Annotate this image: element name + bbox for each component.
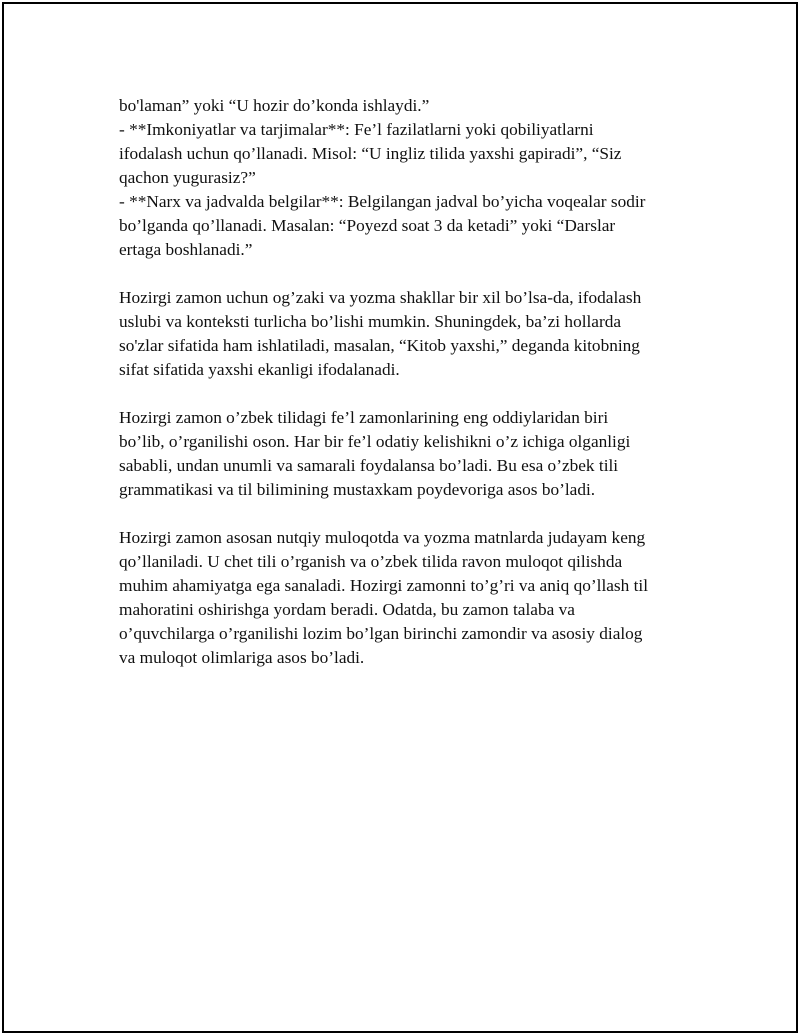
text-line: Hozirgi zamon o’zbek tilidagi fe’l zamonlarining eng oddiylaridan biri (119, 408, 609, 427)
text-line: Hozirgi zamon uchun og’zaki va yozma shakllar bir xil bo’lsa-da, ifodalash (119, 288, 642, 307)
paragraph-spacer (119, 262, 699, 286)
text-line: o’quvchilarga o’rganilishi lozim bo’lgan birinchi zamondir va asosiy dialog (119, 624, 643, 643)
text-line: bo’lganda qo’llanadi. Masalan: “Poyezd soat 3 da ketadi” yoki “Darslar (119, 216, 616, 235)
text-line: sifat sifatida yaxshi ekanligi ifodalanadi. (119, 360, 400, 379)
text-line: Hozirgi zamon asosan nutqiy muloqotda va yozma matnlarda judayam keng (119, 528, 646, 547)
text-line: ertaga boshlanadi.” (119, 240, 253, 259)
document-body (119, 94, 699, 670)
text-line: qo’llaniladi. U chet tili o’rganish va o’zbek tilida ravon muloqot qilishda (119, 552, 623, 571)
text-line: mahoratini oshirishga yordam beradi. Odatda, bu zamon talaba va (119, 600, 575, 619)
paragraph-spacer (119, 382, 699, 406)
paragraph (119, 286, 699, 382)
paragraph-spacer (119, 502, 699, 526)
list-continuation-block (119, 94, 699, 262)
text-line: uslubi va konteksti turlicha bo’lishi mumkin. Shuningdek, ba’zi hollarda (119, 312, 622, 331)
text-line: bo’lib, o’rganilishi oson. Har bir fe’l odatiy kelishikni o’z ichiga olganligi (119, 432, 631, 451)
text-line: qachon yugurasiz?” (119, 168, 256, 187)
paragraph (119, 406, 699, 502)
text-line: muhim ahamiyatga ega sanaladi. Hozirgi zamonni to’g’ri va aniq qo’llash til (119, 576, 649, 595)
list-item-text-line: - **Imkoniyatlar va tarjimalar**: Fe’l fazilatlarni yoki qobiliyatlarni (119, 120, 594, 139)
text-line: sababli, undan unumli va samarali foydalansa bo’ladi. Bu esa o’zbek tili (119, 456, 619, 475)
text-line: grammatikasi va til bilimining mustaxkam poydevoriga asos bo’ladi. (119, 480, 596, 499)
text-line: va muloqot olimlariga asos bo’ladi. (119, 648, 365, 667)
document-page (2, 2, 798, 1033)
text-line: ifodalash uchun qo’llanadi. Misol: “U ingliz tilida yaxshi gapiradi”, “Siz (119, 144, 622, 163)
text-line: bo'laman” yoki “U hozir do’konda ishlaydi.” (119, 96, 430, 115)
paragraph (119, 526, 699, 670)
text-line: so'zlar sifatida ham ishlatiladi, masalan, “Kitob yaxshi,” deganda kitobning (119, 336, 640, 355)
list-item-text-line: - **Narx va jadvalda belgilar**: Belgilangan jadval bo’yicha voqealar sodir (119, 192, 646, 211)
